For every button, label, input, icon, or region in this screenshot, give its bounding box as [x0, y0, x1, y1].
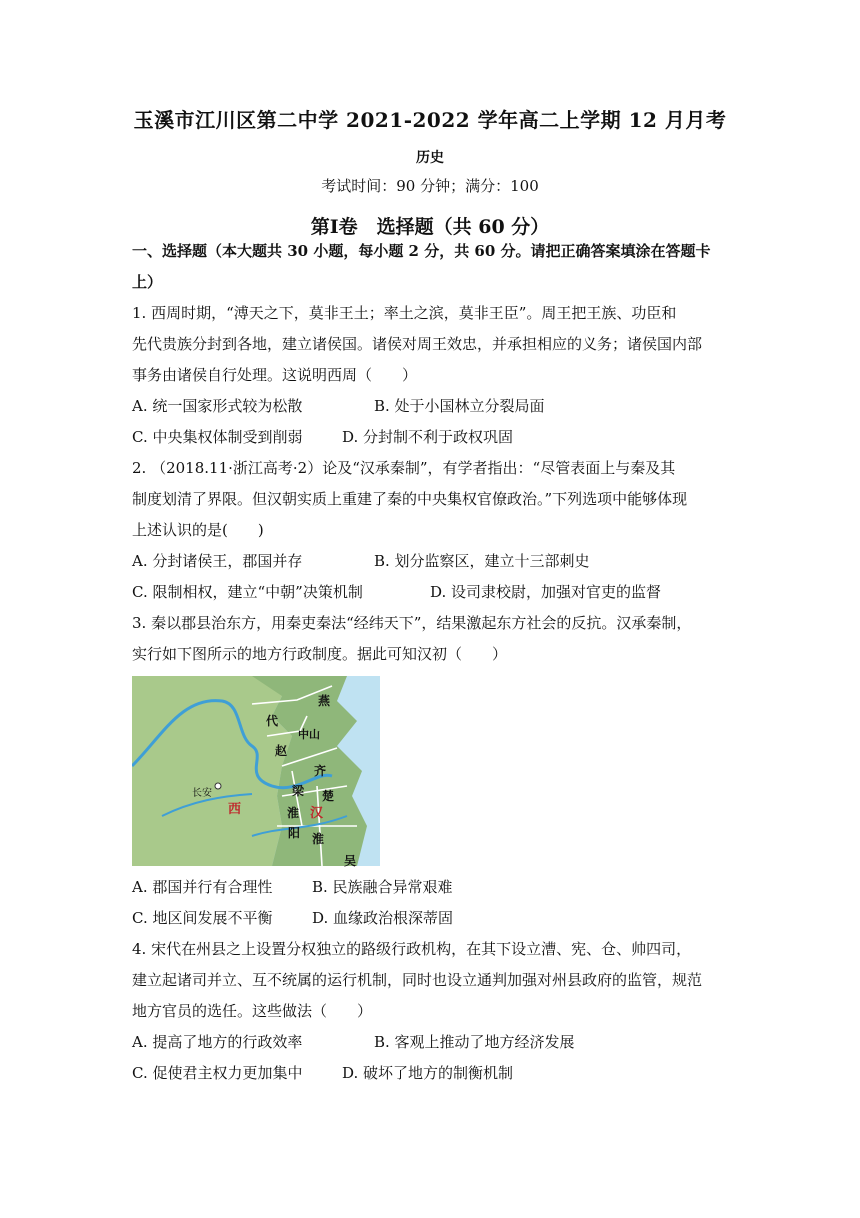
han-kingdoms-map	[132, 676, 380, 866]
question-3	[132, 608, 732, 934]
question-stem-line: 制度划清了界限。但汉朝实质上重建了秦的中央集权官僚政治。”下列选项中能够体现	[132, 490, 688, 508]
question-stem-line: 上述认识的是( )	[132, 521, 264, 539]
option-row	[132, 872, 732, 903]
option-c[interactable]: C. 促使君主权力更加集中	[132, 1064, 303, 1082]
map-label-huai2: 淮	[312, 832, 325, 846]
section-instructions-line2: 上）	[132, 273, 163, 291]
section-title: 第Ⅰ卷 选择题（共 60 分）	[310, 216, 550, 238]
question-stem-line: 3. 秦以郡县治东方，用秦吏秦法“经纬天下”，结果激起东方社会的反抗。汉承秦制，	[132, 614, 692, 632]
map-label-liang: 梁	[292, 784, 305, 798]
question-stem-line: 先代贵族分封到各地，建立诸侯国。诸侯对周王效忠，并承担相应的义务；诸侯国内部	[132, 335, 703, 353]
option-row	[132, 391, 732, 422]
map-label-xi: 西	[228, 802, 242, 817]
option-d[interactable]: D. 破坏了地方的制衡机制	[342, 1064, 514, 1082]
section-instructions-line1: 一、选择题（本大题共 30 小题，每小题 2 分，共 60 分。请把正确答案填涂在答题卡	[132, 242, 711, 260]
map-label-yan: 燕	[318, 694, 331, 708]
option-a[interactable]: A. 分封诸侯王，郡国并存	[132, 552, 303, 570]
option-c[interactable]: C. 中央集权体制受到削弱	[132, 428, 303, 446]
question-1	[132, 298, 732, 453]
option-a[interactable]: A. 统一国家形式较为松散	[132, 397, 303, 415]
map-label-zhao: 赵	[275, 744, 288, 758]
option-b[interactable]: B. 划分监察区，建立十三部刺史	[374, 552, 590, 570]
west-han-territory	[132, 676, 292, 866]
question-stem-line: 2. （2018.11·浙江高考·2）论及“汉承秦制”，有学者指出：“尽管表面上与秦及其	[132, 459, 676, 477]
option-b[interactable]: B. 处于小国林立分裂局面	[374, 397, 545, 415]
option-row	[132, 546, 732, 577]
map-label-dai: 代	[266, 714, 279, 728]
option-c[interactable]: C. 地区间发展不平衡	[132, 909, 273, 927]
option-row	[132, 903, 732, 934]
option-row	[132, 1027, 732, 1058]
exam-body	[132, 236, 732, 1089]
map-graphic	[132, 676, 380, 866]
map-label-changan: 长安	[192, 788, 212, 799]
subject-label: 历史	[416, 150, 444, 166]
exam-title: 玉溪市江川区第二中学 2021-2022 学年高二上学期 12 月月考	[133, 108, 727, 132]
option-c[interactable]: C. 限制相权，建立“中朝”决策机制	[132, 583, 363, 601]
option-row	[132, 577, 732, 608]
map-label-han: 汉	[310, 806, 324, 821]
map-label-chu: 楚	[322, 789, 335, 803]
question-stem-line: 1. 西周时期，“溥天之下，莫非王土；率土之滨，莫非王臣”。周王把王族、功臣和	[132, 304, 677, 322]
question-2	[132, 453, 732, 608]
option-row	[132, 1058, 732, 1089]
map-label-huai1: 淮	[287, 806, 300, 820]
option-a[interactable]: A. 郡国并行有合理性	[132, 878, 273, 896]
option-d[interactable]: D. 设司隶校尉，加强对官吏的监督	[430, 583, 662, 601]
map-label-qi: 齐	[314, 764, 327, 778]
exam-meta: 考试时间：90 分钟；满分：100	[321, 177, 539, 195]
option-b[interactable]: B. 民族融合异常艰难	[312, 878, 453, 896]
question-4	[132, 934, 732, 1089]
option-d[interactable]: D. 分封制不利于政权巩固	[342, 428, 514, 446]
map-label-zhongshan: 中山	[298, 728, 320, 741]
option-a[interactable]: A. 提高了地方的行政效率	[132, 1033, 303, 1051]
option-d[interactable]: D. 血缘政治根深蒂固	[312, 909, 454, 927]
question-stem-line: 地方官员的选任。这些做法（ ）	[132, 1002, 373, 1020]
question-stem-line: 4. 宋代在州县之上设置分权独立的路级行政机构，在其下设立漕、宪、仓、帅四司，	[132, 940, 692, 958]
question-stem-line: 建立起诸司并立、互不统属的运行机制，同时也设立通判加强对州县政府的监管，规范	[132, 971, 703, 989]
option-b[interactable]: B. 客观上推动了地方经济发展	[374, 1033, 575, 1051]
changan-marker	[215, 783, 221, 789]
map-label-wu: 吴	[344, 854, 357, 868]
question-stem-line: 事务由诸侯自行处理。这说明西周（ ）	[132, 366, 418, 384]
option-row	[132, 422, 732, 453]
map-label-yang: 阳	[288, 826, 301, 840]
question-stem-line: 实行如下图所示的地方行政制度。据此可知汉初（ ）	[132, 645, 508, 663]
